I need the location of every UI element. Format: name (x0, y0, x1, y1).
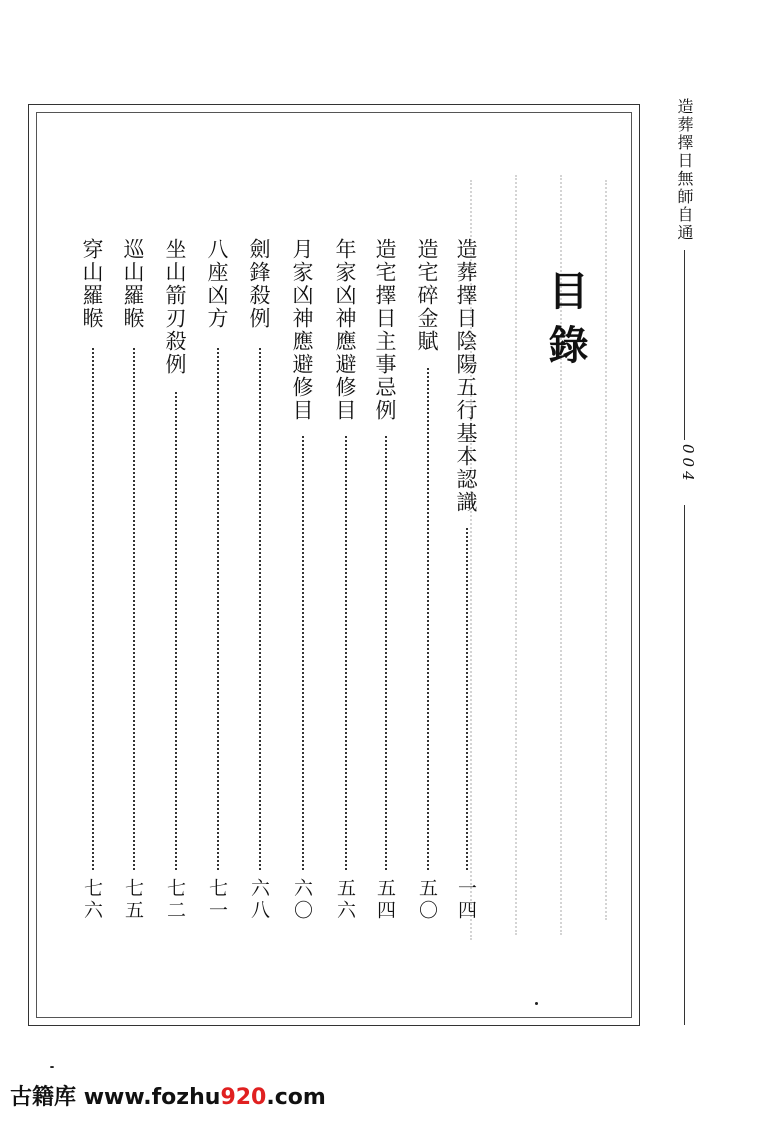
leader-dots (92, 348, 94, 870)
toc-entry-title: 造葬擇日陰陽五行基本認識 (454, 238, 478, 514)
toc-entry-page: 五四 (374, 878, 396, 922)
leader-dots (345, 436, 347, 870)
watermark-site-name: 古籍库 (10, 1085, 77, 1110)
toc-entry-page: 五〇 (416, 878, 438, 922)
side-rule-bottom (684, 505, 685, 1025)
toc-entry-page: 七一 (206, 878, 228, 922)
toc-entry-title: 劍鋒殺例 (247, 238, 271, 330)
toc-entry-page: 七二 (164, 878, 186, 922)
toc-entry-page: 六八 (248, 878, 270, 922)
toc-entry-page: 五六 (334, 878, 356, 922)
side-rule-top (684, 250, 685, 440)
toc-heading: 目錄 (542, 270, 589, 378)
page-number: 004 (679, 444, 697, 485)
watermark-footer (10, 1080, 326, 1111)
toc-entry-page: 七六 (81, 878, 103, 922)
leader-dots (259, 348, 261, 870)
toc-entry-page: 六〇 (291, 878, 313, 922)
toc-entry-title: 八座凶方 (205, 238, 229, 330)
watermark-url[interactable]: www.fozhu920.com (83, 1085, 326, 1110)
leader-dots (466, 528, 468, 870)
toc-entry-page: 七五 (122, 878, 144, 922)
leader-dots (133, 348, 135, 870)
scan-speck (50, 1066, 54, 1068)
leader-dots (427, 368, 429, 870)
toc-entry-title: 坐山箭刃殺例 (163, 238, 187, 376)
toc-entry-page: 一四 (455, 878, 477, 922)
toc-entry-title: 年家凶神應避修目 (333, 238, 357, 422)
leader-dots (175, 392, 177, 870)
toc-entry-title: 造宅碎金賦 (415, 238, 439, 353)
leader-dots (302, 436, 304, 870)
bleed-through (515, 175, 517, 935)
bleed-through (605, 180, 607, 920)
toc-entry-title: 穿山羅睺 (80, 238, 104, 330)
leader-dots (385, 436, 387, 870)
toc-entry-title: 巡山羅睺 (121, 238, 145, 330)
toc-entry-title: 造宅擇日主事忌例 (373, 238, 397, 422)
running-title: 造葬擇日無師自通 (675, 98, 694, 242)
scan-speck (535, 1002, 538, 1005)
leader-dots (217, 348, 219, 870)
toc-entry-title: 月家凶神應避修目 (290, 238, 314, 422)
